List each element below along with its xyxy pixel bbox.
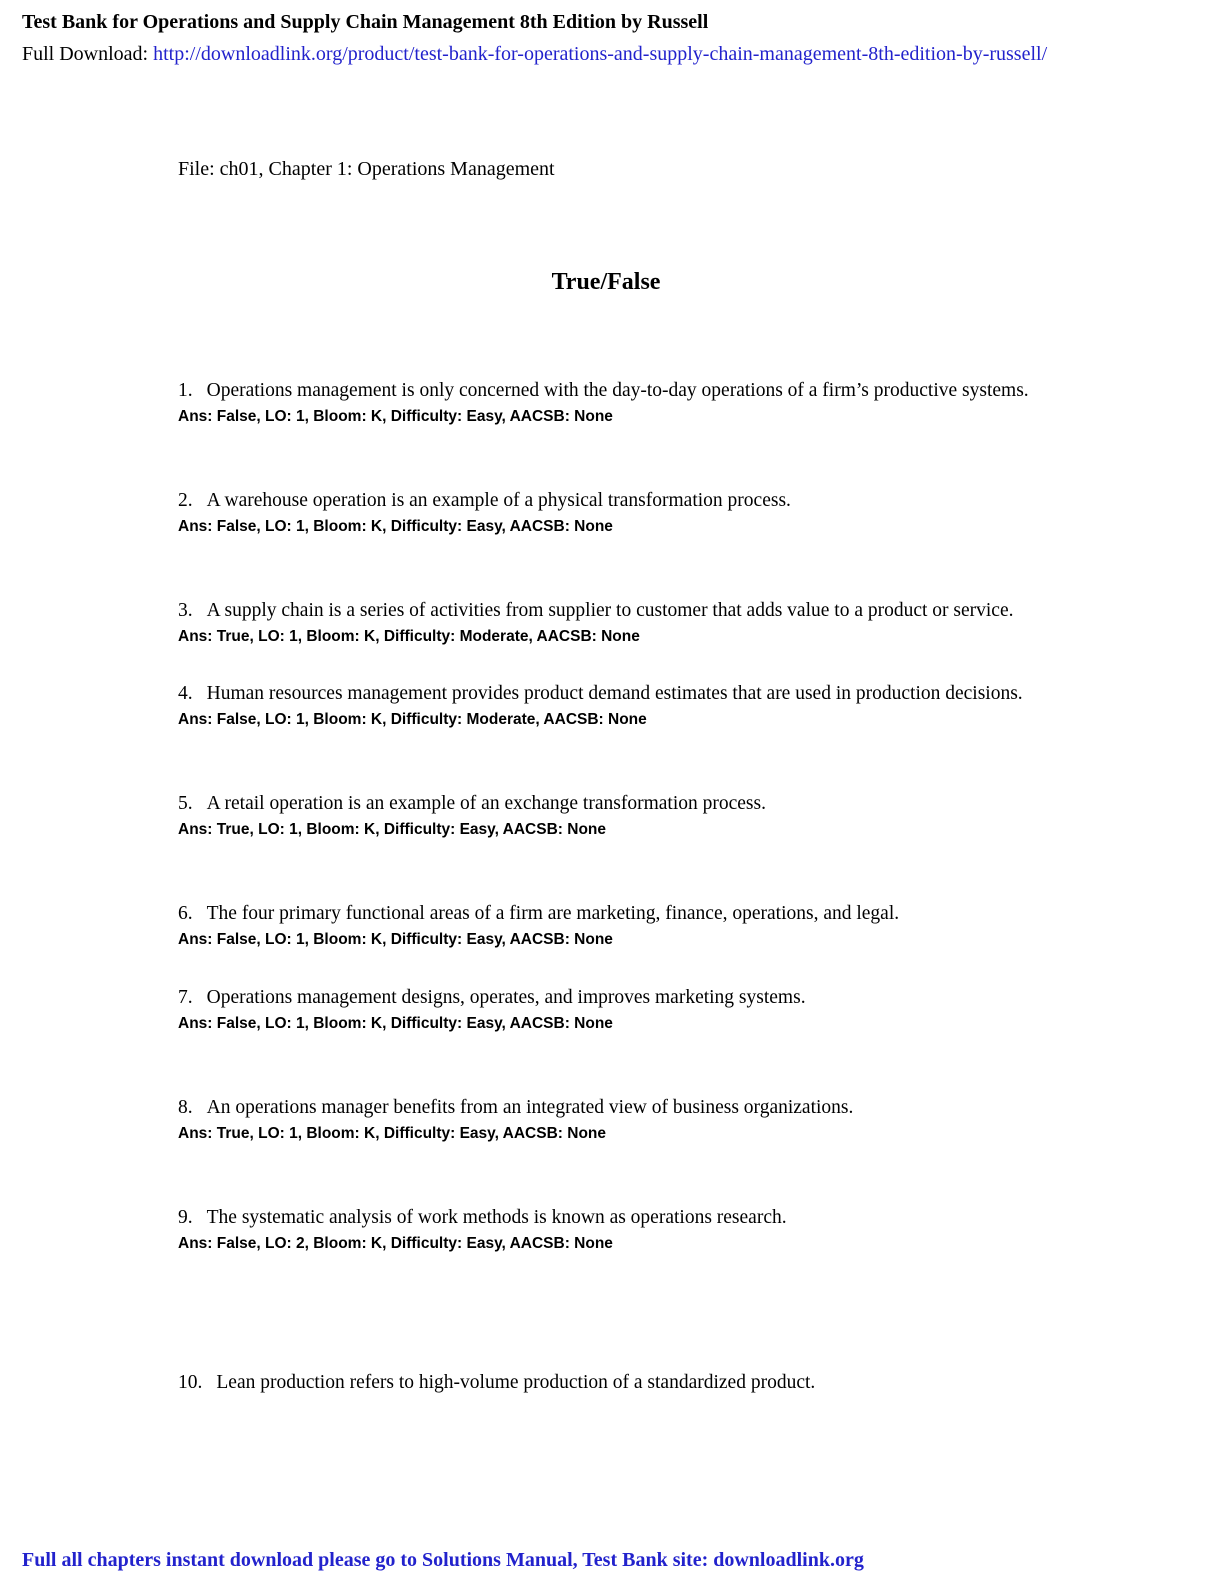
answer-line: Ans: True, LO: 1, Bloom: K, Difficulty: Moderate, AACSB: None — [178, 627, 640, 645]
question-item — [178, 985, 1034, 1035]
document-title: Test Bank for Operations and Supply Chain Management 8th Edition by Russell — [22, 11, 709, 33]
answer-line: Ans: True, LO: 1, Bloom: K, Difficulty: Easy, AACSB: None — [178, 821, 607, 839]
footer-site-link[interactable]: downloadlink.org — [713, 1549, 864, 1571]
download-line — [22, 43, 1202, 66]
download-label: Full Download: — [22, 43, 154, 65]
answer-line: Ans: False, LO: 1, Bloom: K, Difficulty: Easy, AACSB: None — [178, 407, 613, 425]
question-item — [178, 598, 1034, 648]
question-text: 7. Operations management designs, operates, and improves marketing systems. — [178, 986, 806, 1008]
download-url-link[interactable]: http://downloadlink.org/product/test-bank-for-operations-and-supply-chain-management-8th-edition-by-russell/ — [153, 43, 1048, 65]
question-text: 8. An operations manager benefits from an integrated view of business organizations. — [178, 1096, 854, 1118]
question-number: 8. — [178, 1096, 193, 1118]
question-text: 5. A retail operation is an example of an exchange transformation process. — [178, 793, 766, 815]
question-text: 1. Operations management is only concerned with the day-to-day operations of a firm’s productive systems. — [178, 380, 1029, 401]
page-header — [0, 0, 1224, 66]
file-line: File: ch01, Chapter 1: Operations Management — [178, 158, 555, 180]
document-body — [178, 158, 1034, 1397]
question-item — [178, 791, 1034, 841]
question-text: 10. Lean production refers to high-volume production of a standardized product. — [178, 1372, 816, 1394]
question-number: 9. — [178, 1206, 193, 1228]
question-number: 3. — [178, 599, 193, 621]
question-text: 6. The four primary functional areas of a firm are marketing, finance, operations, and legal. — [178, 903, 900, 925]
question-number: 10. — [178, 1372, 203, 1394]
footer-text: Full all chapters instant download please go to Solutions Manual, Test Bank site: — [22, 1549, 714, 1571]
answer-line: Ans: False, LO: 1, Bloom: K, Difficulty: Easy, AACSB: None — [178, 1014, 613, 1032]
question-number: 1. — [178, 380, 193, 401]
question-item — [178, 1095, 1034, 1145]
question-text: 4. Human resources management provides product demand estimates that are used in production decisions. — [178, 683, 1023, 705]
answer-line: Ans: False, LO: 1, Bloom: K, Difficulty: Easy, AACSB: None — [178, 931, 613, 949]
question-number: 7. — [178, 986, 193, 1008]
question-text: 2. A warehouse operation is an example of a physical transformation process. — [178, 489, 791, 511]
question-item — [178, 681, 1034, 731]
question-number: 6. — [178, 903, 193, 925]
question-item — [178, 1370, 1034, 1397]
question-item — [178, 488, 1034, 538]
question-item — [178, 1205, 1034, 1255]
question-text: 9. The systematic analysis of work methods is known as operations research. — [178, 1206, 787, 1228]
answer-line: Ans: False, LO: 1, Bloom: K, Difficulty: Moderate, AACSB: None — [178, 711, 647, 729]
question-number: 2. — [178, 489, 193, 511]
answer-line: Ans: False, LO: 1, Bloom: K, Difficulty: Easy, AACSB: None — [178, 517, 613, 535]
answer-line: Ans: True, LO: 1, Bloom: K, Difficulty: Easy, AACSB: None — [178, 1124, 607, 1142]
question-item — [178, 378, 1034, 428]
question-number: 4. — [178, 683, 193, 705]
section-title: True/False — [551, 269, 661, 295]
page-footer — [22, 1549, 864, 1572]
question-text: 3. A supply chain is a series of activities from supplier to customer that adds value to a product or service. — [178, 599, 1014, 621]
question-item — [178, 901, 1034, 951]
question-number: 5. — [178, 793, 193, 815]
answer-line: Ans: False, LO: 2, Bloom: K, Difficulty: Easy, AACSB: None — [178, 1234, 613, 1252]
